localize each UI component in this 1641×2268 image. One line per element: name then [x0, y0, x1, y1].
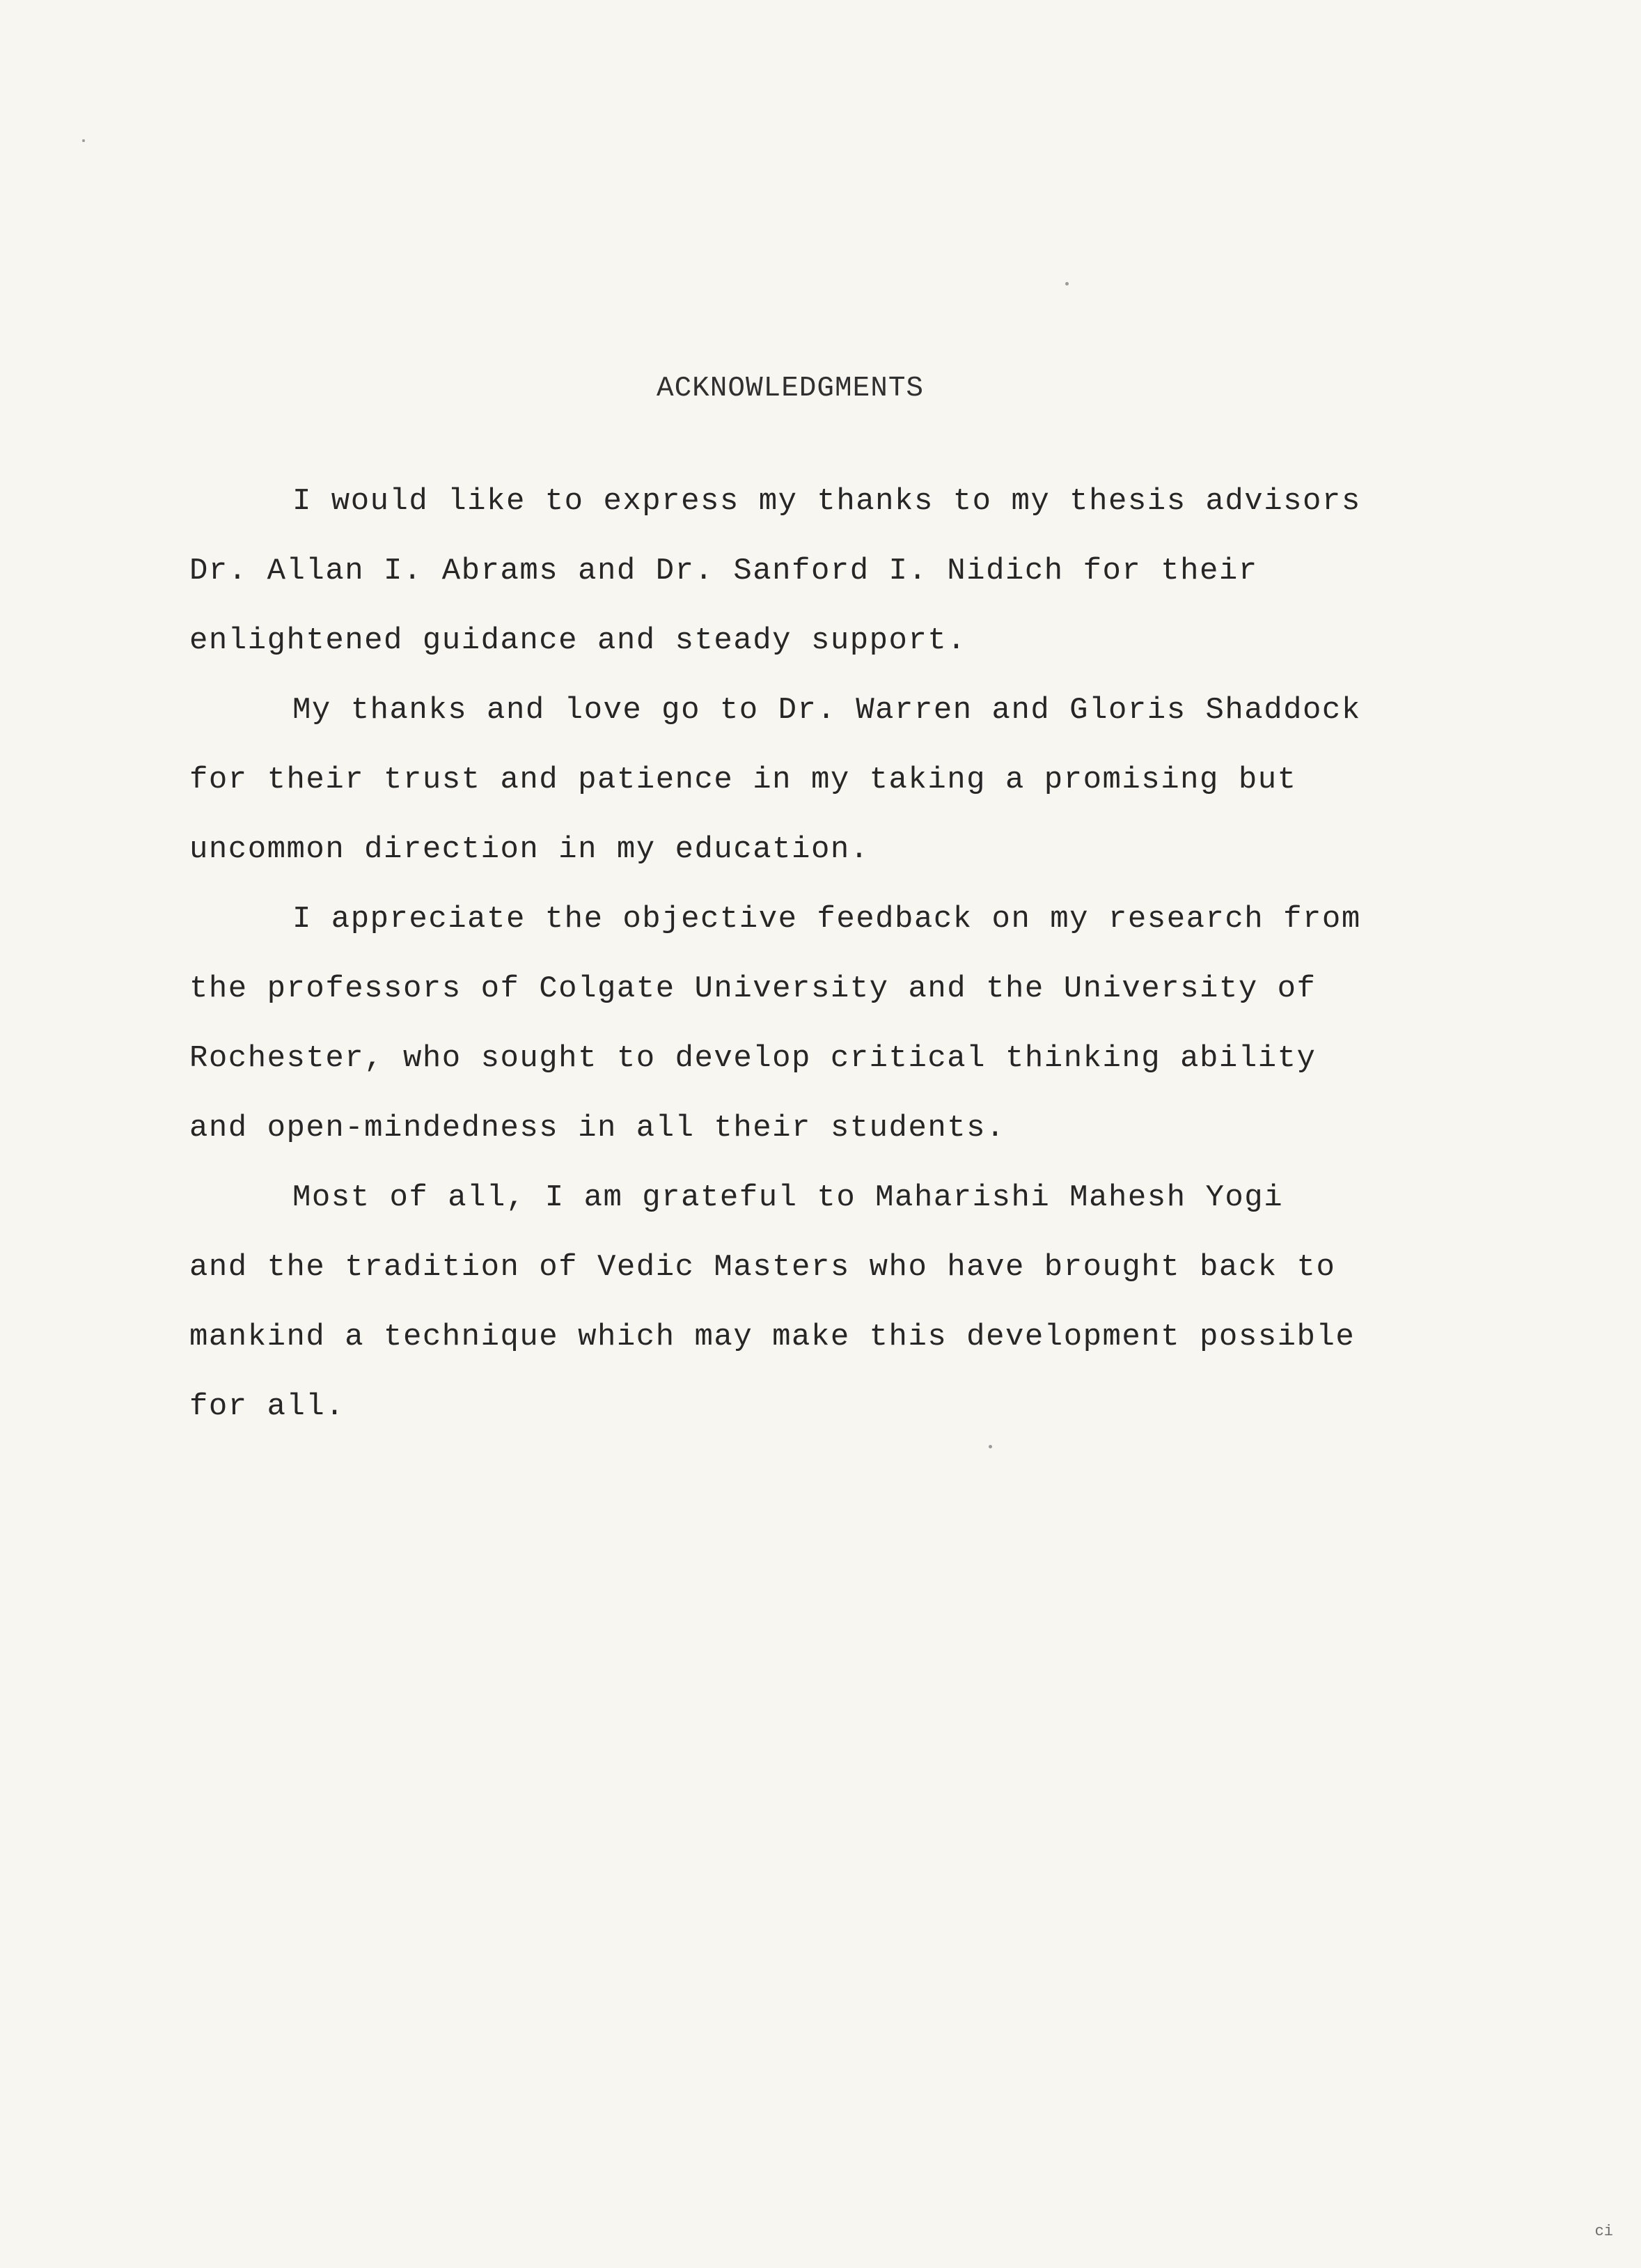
page-number: ci — [1594, 2223, 1613, 2240]
paragraph-3-line-3: Rochester, who sought to develop critical thinking ability — [189, 1041, 1317, 1076]
page-title: ACKNOWLEDGMENTS — [656, 373, 925, 405]
paragraph-3-line-4: and open-mindedness in all their students. — [189, 1111, 1005, 1145]
paragraph-1-line-2: Dr. Allan I. Abrams and Dr. Sanford I. Nidich for their — [189, 554, 1258, 588]
paragraph-3-line-2: the professors of Colgate University and the University of — [189, 971, 1317, 1006]
paragraph-2-line-2: for their trust and patience in my taking a promising but — [189, 762, 1297, 797]
paragraph-1-line-1: I would like to express my thanks to my thesis advisors — [292, 484, 1361, 519]
paragraph-2-line-3: uncommon direction in my education. — [189, 832, 870, 867]
paragraph-1-line-3: enlightened guidance and steady support. — [189, 623, 967, 658]
paper-speck — [1065, 282, 1069, 286]
paragraph-4-line-1: Most of all, I am grateful to Maharishi Mahesh Yogi — [292, 1180, 1284, 1215]
paragraph-4-line-4: for all. — [189, 1389, 345, 1424]
paper-speck — [82, 139, 85, 142]
paragraph-4-line-2: and the tradition of Vedic Masters who have brought back to — [189, 1250, 1336, 1285]
paragraph-2-line-1: My thanks and love go to Dr. Warren and Gloris Shaddock — [292, 693, 1361, 728]
paper-speck — [989, 1445, 992, 1448]
paragraph-4-line-3: mankind a technique which may make this development possible — [189, 1320, 1356, 1354]
paragraph-3-line-1: I appreciate the objective feedback on my research from — [292, 902, 1361, 937]
